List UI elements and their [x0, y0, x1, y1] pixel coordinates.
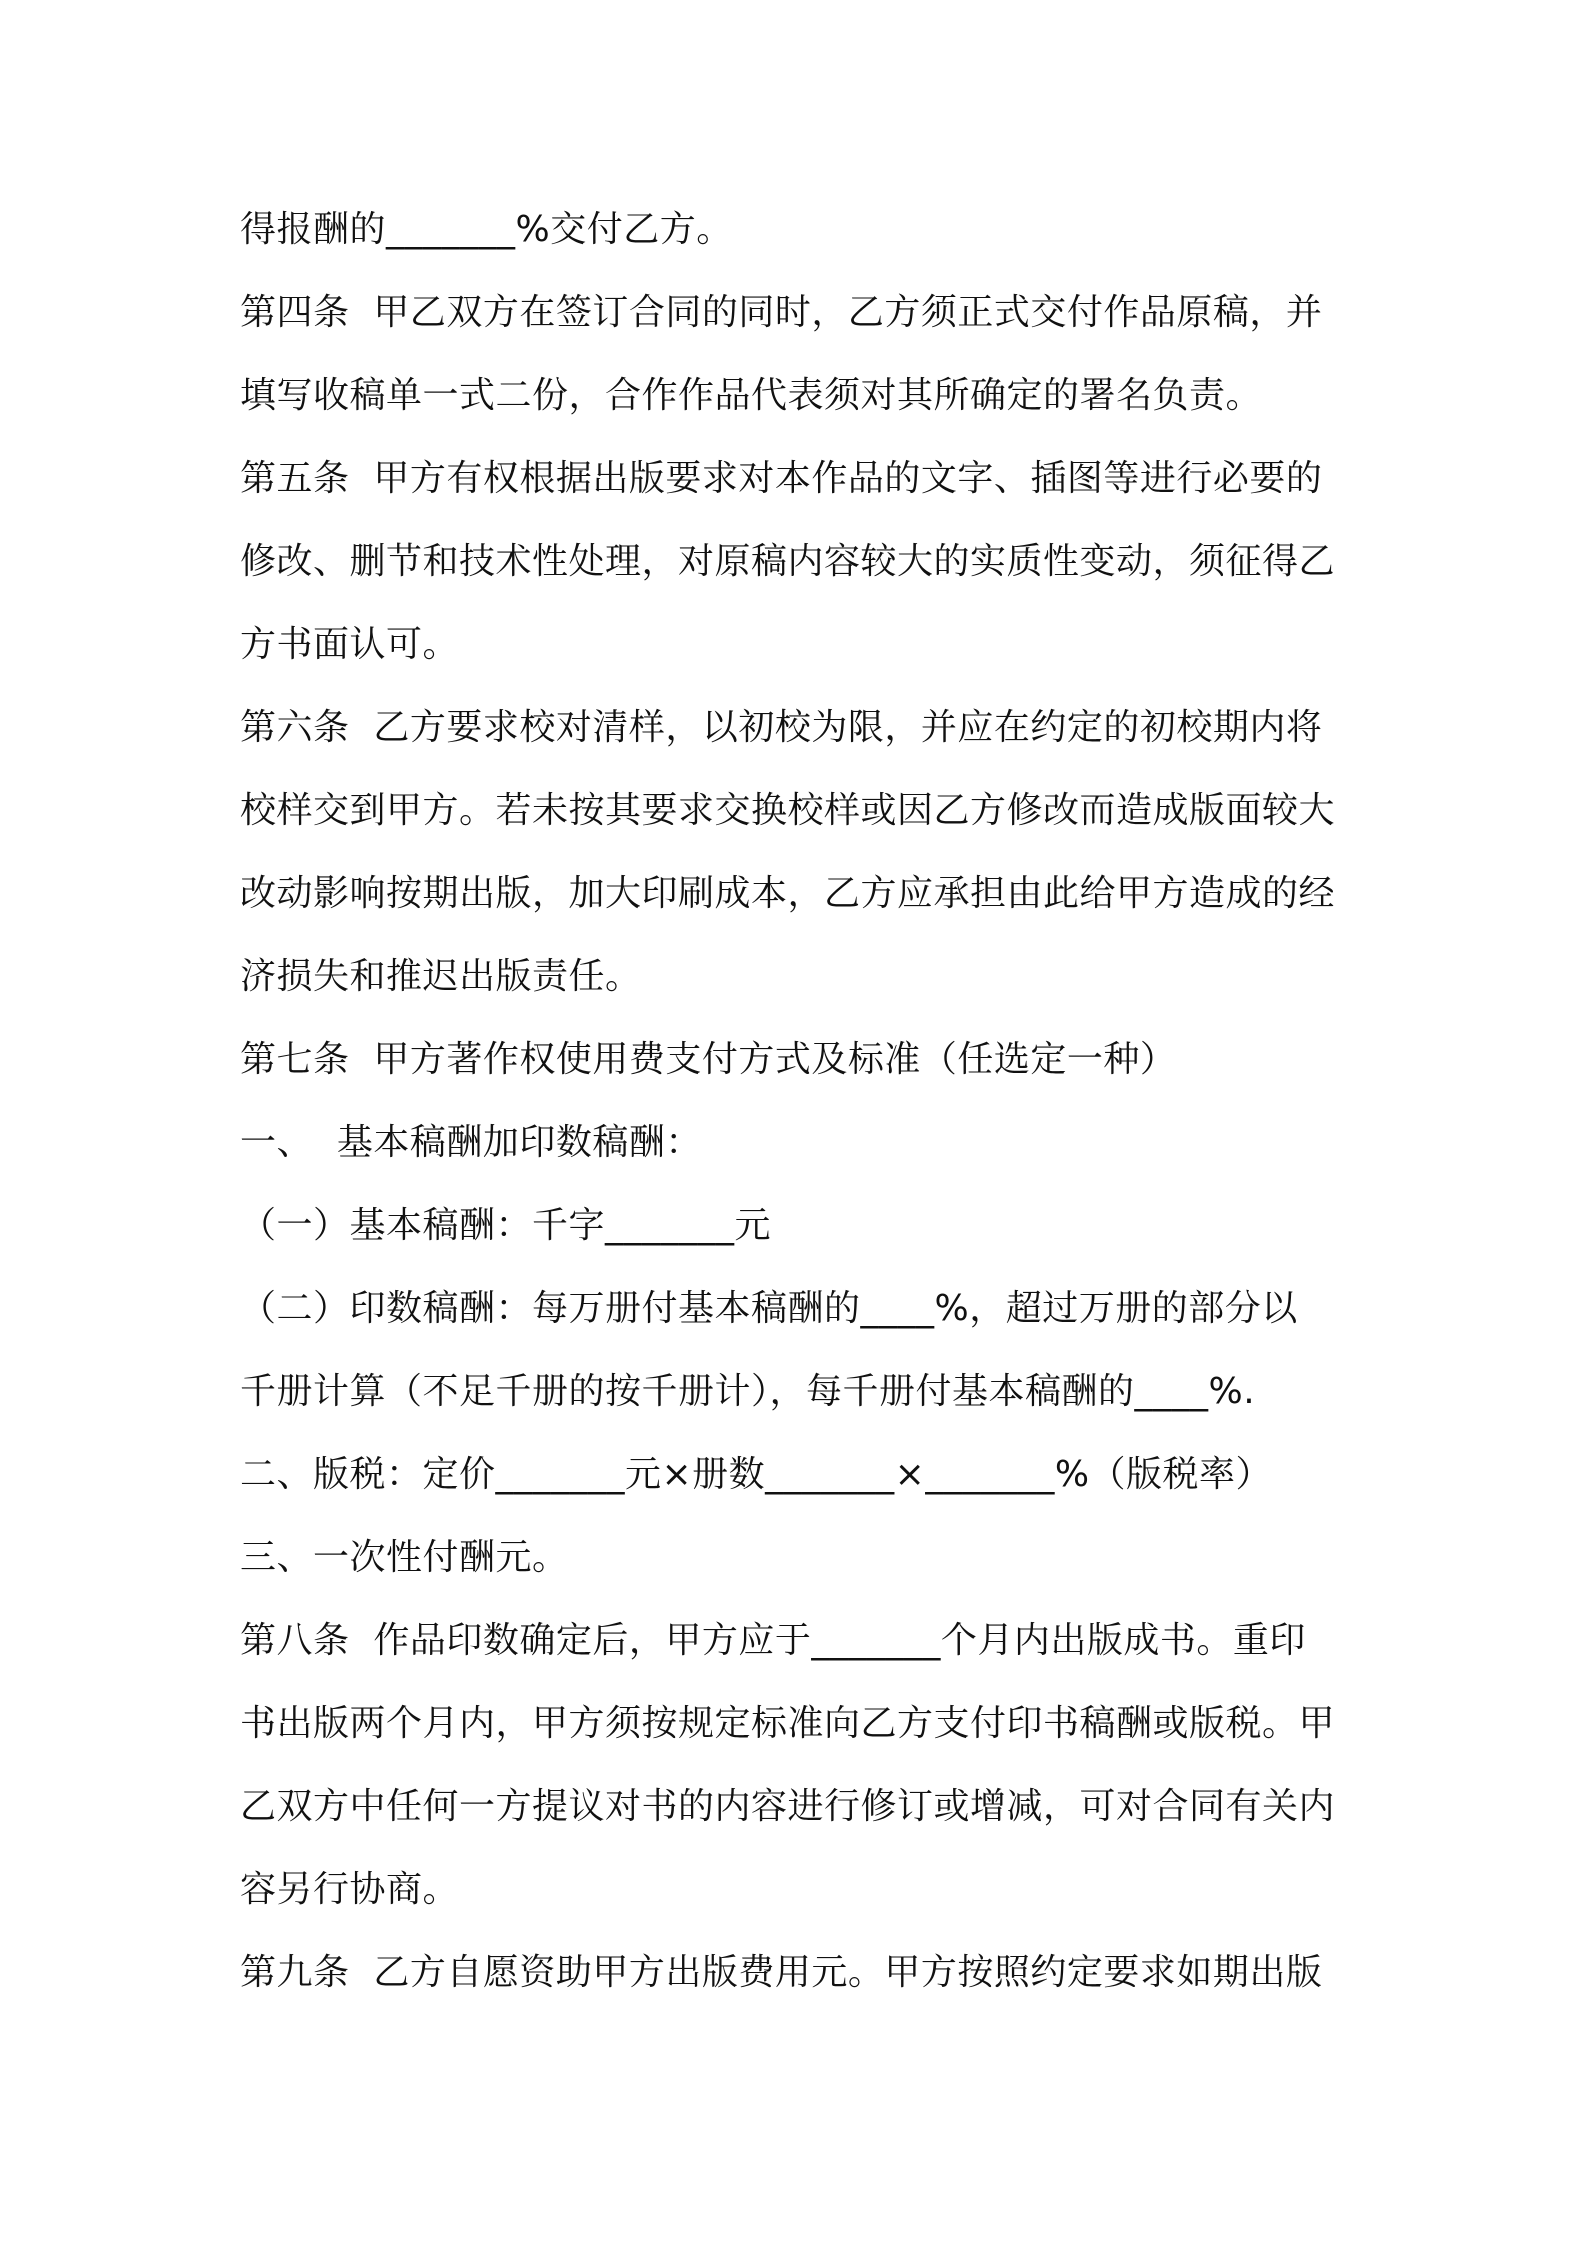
- article-6-line-4: 济损失和推迟出版责任。: [240, 956, 642, 997]
- article-4-line-2: 填写收稿单一式二份，合作作品代表须对其所确定的署名负责。: [240, 375, 1263, 416]
- article-7-subitem-1: （一）基本稿酬：千字_______元: [240, 1205, 772, 1246]
- article-6-line-2: 校样交到甲方。若未按其要求交换校样或因乙方修改而造成版面较大: [240, 790, 1336, 831]
- article-5-line-1: 第五条 甲方有权根据出版要求对本作品的文字、插图等进行必要的: [240, 458, 1323, 499]
- article-5-line-2: 修改、删节和技术性处理，对原稿内容较大的实质性变动，须征得乙: [240, 541, 1336, 582]
- article-6-line-1: 第六条 乙方要求校对清样，以初校为限，并应在约定的初校期内将: [240, 707, 1323, 748]
- article-5-line-3: 方书面认可。: [240, 624, 460, 665]
- article-8-line-4: 容另行协商。: [240, 1869, 460, 1910]
- article-7-item-3: 三、一次性付酬元。: [240, 1537, 569, 1578]
- article-8-line-3: 乙双方中任何一方提议对书的内容进行修订或增减，可对合同有关内: [240, 1786, 1336, 1827]
- article-7-item-1: 一、 基本稿酬加印数稿酬：: [240, 1122, 702, 1163]
- article-7-item-2: 二、版税：定价_______元×册数_______×_______%（版税率）: [240, 1454, 1273, 1495]
- article-7-heading: 第七条 甲方著作权使用费支付方式及标准（任选定一种）: [240, 1039, 1177, 1080]
- article-8-line-2: 书出版两个月内，甲方须按规定标准向乙方支付印书稿酬或版税。甲: [240, 1703, 1336, 1744]
- article-4-line-1: 第四条 甲乙双方在签订合同的同时，乙方须正式交付作品原稿，并: [240, 292, 1323, 333]
- article-9-line-1: 第九条 乙方自愿资助甲方出版费用元。甲方按照约定要求如期出版: [240, 1952, 1323, 1993]
- article-7-subitem-2-line-2: 千册计算（不足千册的按千册计），每千册付基本稿酬的____%.: [240, 1371, 1256, 1412]
- text-line: 得报酬的_______%交付乙方。: [240, 209, 733, 250]
- article-7-subitem-2-line-1: （二）印数稿酬：每万册付基本稿酬的____%，超过万册的部分以: [240, 1288, 1298, 1329]
- article-6-line-3: 改动影响按期出版，加大印刷成本，乙方应承担由此给甲方造成的经: [240, 873, 1336, 914]
- article-8-line-1: 第八条 作品印数确定后，甲方应于_______个月内出版成书。重印: [240, 1620, 1306, 1661]
